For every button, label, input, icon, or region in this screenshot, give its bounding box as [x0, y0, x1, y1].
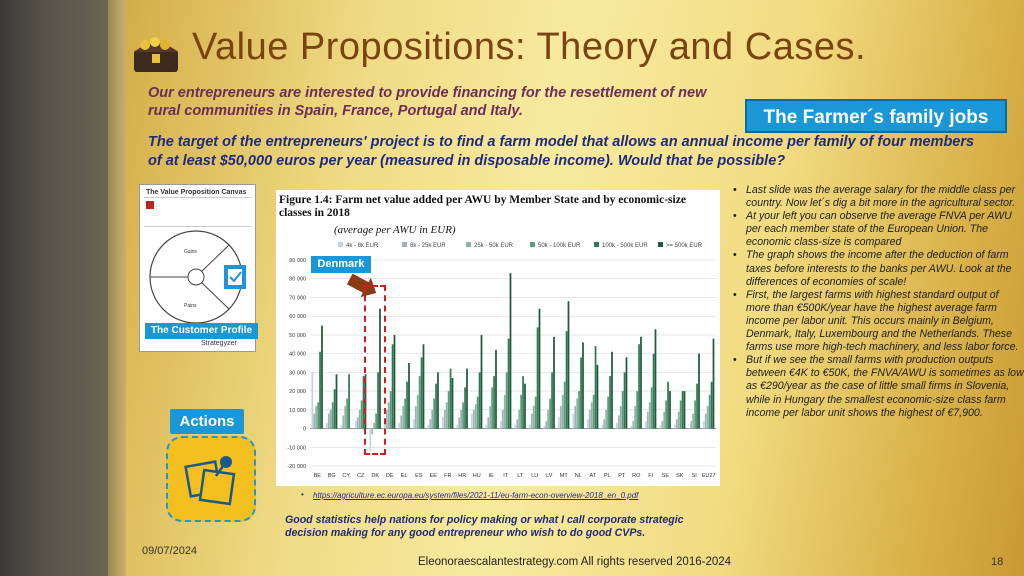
bar	[705, 414, 707, 429]
bar	[340, 425, 342, 429]
customer-profile-circle-icon	[144, 227, 254, 327]
bar	[495, 350, 497, 429]
legend-label: >= 500k EUR	[666, 243, 703, 249]
svg-text:Pains: Pains	[184, 303, 197, 309]
bar	[568, 301, 570, 428]
bar	[574, 406, 576, 428]
bar	[346, 399, 348, 429]
target-text: The target of the entrepreneurs' project is to find a farm model that allows an annual income per family of four members of at least $50,000 euros per year (measured in disposable income). Would that be possible?	[148, 134, 975, 169]
bar	[674, 425, 676, 429]
bullet-item: • Last slide was the average salary for the middle class per country. Now let´s dig a bit more in the agricultural sector.	[746, 184, 1024, 210]
bar	[450, 369, 452, 429]
legend-swatch	[594, 242, 599, 247]
bar	[595, 346, 597, 428]
bar	[537, 327, 539, 428]
bar	[647, 412, 649, 429]
bar	[429, 419, 431, 428]
svg-text:Gains: Gains	[184, 249, 198, 255]
bar	[618, 415, 620, 428]
left-band	[108, 0, 126, 576]
bar	[582, 342, 584, 428]
legend-swatch	[338, 242, 343, 247]
bar	[518, 410, 520, 429]
bar	[634, 406, 636, 428]
legend-swatch	[530, 242, 535, 247]
x-tick-label: RO	[632, 473, 641, 479]
x-tick-label: LT	[517, 473, 524, 479]
legend-label: 25k - 50k EUR	[474, 243, 514, 249]
y-tick-label: 0	[302, 426, 306, 433]
page-number: 18	[991, 556, 1004, 568]
x-tick-label: PL	[603, 473, 611, 479]
bar	[398, 423, 400, 429]
bar	[446, 402, 448, 428]
bar	[359, 410, 361, 429]
bar	[620, 406, 622, 428]
bar	[348, 374, 350, 428]
slide-date: 09/07/2024	[142, 545, 198, 557]
bar	[510, 273, 512, 428]
bar	[481, 335, 483, 429]
bullet-item: • At your left you can observe the average FNVA per AWU per each member state of the European Union. The economic class-size is compared	[746, 210, 1024, 249]
bar	[452, 378, 454, 429]
bar	[311, 372, 313, 428]
denmark-highlight-box	[364, 285, 386, 455]
bar	[413, 419, 415, 428]
bar	[336, 374, 338, 428]
bar	[680, 400, 682, 428]
bullet-item: • The graph shows the income after the deduction of farm taxes before interests to the banks per AWU. Look at the differences of economies of scale!	[746, 249, 1024, 288]
sticky-notes-pin-icon	[168, 438, 254, 520]
bar	[493, 376, 495, 428]
bar	[419, 376, 421, 428]
x-tick-label: CY	[342, 473, 351, 479]
bar	[543, 426, 545, 429]
bar	[636, 391, 638, 428]
bar	[502, 410, 504, 429]
x-tick-label: HR	[458, 473, 467, 479]
bar	[332, 402, 334, 428]
x-tick-label: EL	[400, 473, 408, 479]
customer-profile-label: The Customer Profile	[145, 323, 258, 339]
bar	[707, 406, 709, 428]
bar	[504, 395, 506, 429]
bar	[466, 369, 468, 429]
canvas-step-marker	[146, 201, 154, 209]
bar	[616, 423, 618, 429]
x-tick-label: SE	[661, 473, 669, 479]
bar	[487, 417, 489, 428]
y-tick-label: -10 000	[287, 445, 306, 452]
bar	[593, 395, 595, 429]
bar	[711, 382, 713, 429]
bar	[703, 421, 705, 428]
bar	[655, 329, 657, 428]
bullet-list	[731, 184, 1024, 420]
bar	[709, 395, 711, 429]
bar	[645, 421, 647, 428]
y-tick-label: 80 000	[289, 276, 306, 283]
intro-text: Our entrepreneurs are interested to provide financing for the resettlement of new rural communities in Spain, France, Portugal and Italy.	[148, 85, 707, 119]
bar	[402, 406, 404, 428]
bar	[591, 402, 593, 428]
bar	[315, 406, 317, 428]
bar	[580, 357, 582, 428]
bar	[676, 419, 678, 428]
chart-title: Figure 1.4: Farm net value added per AWU by Member State and by economic-size classes in 2018	[279, 194, 686, 219]
y-tick-label: 30 000	[289, 370, 306, 377]
bar	[357, 417, 359, 428]
bar	[558, 417, 560, 428]
bar	[607, 397, 609, 429]
legend-label: 8k - 25k EUR	[410, 243, 446, 249]
bar	[506, 372, 508, 428]
bar	[433, 399, 435, 429]
bar	[520, 395, 522, 429]
bar	[522, 376, 524, 428]
bar	[609, 376, 611, 428]
x-tick-label: CZ	[357, 473, 365, 479]
bar	[421, 357, 423, 428]
x-tick-label: IT	[503, 473, 509, 479]
bar	[547, 410, 549, 429]
bar	[500, 421, 502, 428]
legend-label: 4k - 8k EUR	[346, 243, 379, 249]
bar	[388, 402, 390, 428]
bar	[587, 419, 589, 428]
bar	[640, 337, 642, 429]
bar	[355, 421, 357, 428]
y-tick-label: 90 000	[289, 258, 306, 264]
bar	[471, 414, 473, 429]
bar	[551, 372, 553, 428]
canvas-title: The Value Proposition Canvas	[146, 189, 247, 196]
bar	[514, 425, 516, 429]
bar	[659, 426, 661, 429]
bar	[669, 391, 671, 428]
bar	[415, 406, 417, 428]
bar	[408, 363, 410, 429]
legend-swatch	[466, 242, 471, 247]
bar	[456, 425, 458, 429]
bar	[622, 391, 624, 428]
bar	[524, 384, 526, 429]
y-tick-label: 40 000	[289, 351, 306, 358]
bullet-item: • First, the largest farms with highest standard output of more than €500K/year have the highest average farm income per labor unit. This occurs mainly in Belgium, Denmark, Italy, Luxembourg and the Netherlands. These farms use more high-tech machinery, and less labor force.	[746, 289, 1024, 354]
chart-subtitle: (average per AWU in EUR)	[334, 224, 456, 236]
bar	[663, 412, 665, 429]
bar	[392, 344, 394, 428]
bar	[342, 415, 344, 428]
x-tick-label: LV	[546, 473, 553, 479]
x-tick-label: FI	[648, 473, 654, 479]
bar	[344, 406, 346, 428]
bar	[462, 402, 464, 428]
bar	[653, 354, 655, 429]
bar	[404, 399, 406, 429]
bar	[601, 425, 603, 429]
bar	[611, 352, 613, 429]
bar	[682, 391, 684, 428]
bar	[394, 335, 396, 429]
bar	[400, 415, 402, 428]
legend-label: 50k - 100k EUR	[538, 243, 581, 249]
bar	[508, 339, 510, 429]
x-tick-label: DE	[385, 473, 394, 479]
page-title: Value Propositions: Theory and Cases.	[192, 26, 867, 68]
bar	[553, 337, 555, 429]
bar	[688, 428, 690, 429]
bar	[531, 414, 533, 429]
bar	[564, 382, 566, 429]
bar	[479, 372, 481, 428]
x-tick-label: HU	[472, 473, 481, 479]
bar	[535, 397, 537, 429]
x-tick-label: EE	[429, 473, 437, 479]
x-tick-label: ES	[415, 473, 423, 479]
bar	[444, 410, 446, 429]
y-tick-label: 60 000	[289, 314, 306, 321]
bar	[431, 410, 433, 429]
bar	[491, 387, 493, 428]
bar	[477, 397, 479, 429]
bar	[326, 423, 328, 429]
bar	[539, 309, 541, 429]
bar	[692, 414, 694, 429]
x-tick-label: BG	[327, 473, 336, 479]
y-tick-label: 50 000	[289, 332, 306, 339]
bar	[529, 425, 531, 429]
y-tick-label: 70 000	[289, 295, 306, 302]
bar	[435, 384, 437, 429]
bar	[464, 387, 466, 428]
x-tick-label: LU	[531, 473, 539, 479]
bar	[549, 399, 551, 429]
bar	[597, 365, 599, 429]
x-tick-label: MT	[559, 473, 568, 479]
bar	[406, 382, 408, 429]
bullet-item: • But if we see the small farms with production outputs between €4K to €50K, the FNVA/AWU is sometimes as low as €290/year as the case of little small firms in Slovenia, while in Hungary the smallest economic-size class farm income per labor unit shows the highest of €7,900.	[746, 354, 1024, 419]
bar	[576, 399, 578, 429]
bar	[427, 425, 429, 429]
bar	[545, 421, 547, 428]
bar	[605, 410, 607, 429]
bar	[417, 395, 419, 429]
bar	[313, 414, 315, 429]
bar	[533, 406, 535, 428]
bar	[684, 391, 686, 428]
bar	[458, 417, 460, 428]
bar	[334, 389, 336, 428]
x-tick-label: FR	[444, 473, 452, 479]
bar	[649, 402, 651, 428]
bar	[626, 357, 628, 428]
bar	[330, 410, 332, 429]
canvas-header-bar	[144, 197, 251, 227]
source-link[interactable]: https://agriculture.ec.europa.eu/system/files/2021-11/eu-farm-econ-overview-2018_en_0.pdf	[313, 491, 639, 500]
bar	[661, 421, 663, 428]
farmer-jobs-badge: The Farmer´s family jobs	[745, 99, 1007, 133]
x-tick-label: PT	[618, 473, 626, 479]
bar	[690, 421, 692, 428]
bar	[603, 419, 605, 428]
bar	[448, 391, 450, 428]
bar	[572, 414, 574, 429]
bar	[328, 414, 330, 429]
source-bullet: •	[301, 490, 304, 499]
bar	[694, 400, 696, 428]
bar	[317, 402, 319, 428]
bar	[560, 406, 562, 428]
treasure-chest-icon	[132, 36, 180, 74]
legend-label: 100k - 500k EUR	[602, 243, 648, 249]
bar	[698, 354, 700, 429]
bar	[475, 404, 477, 428]
bar	[713, 339, 715, 429]
actions-tile[interactable]	[166, 436, 256, 522]
left-dark-strip	[0, 0, 108, 576]
y-tick-label: -20 000	[287, 464, 306, 470]
x-tick-label: EU27	[701, 473, 716, 479]
bar	[632, 421, 634, 428]
bar	[589, 410, 591, 429]
bar	[390, 391, 392, 428]
x-tick-label: BE	[313, 473, 321, 479]
bar	[630, 426, 632, 429]
x-tick-label: NL	[574, 473, 582, 479]
bar	[651, 387, 653, 428]
actions-label: Actions	[170, 409, 244, 434]
x-tick-label: SI	[691, 473, 697, 479]
bar	[562, 395, 564, 429]
bar	[678, 412, 680, 429]
bar	[319, 352, 321, 429]
bar	[665, 400, 667, 428]
x-tick-label: SK	[676, 473, 684, 479]
bar	[566, 331, 568, 428]
strategyzer-logo: Strategyzer	[201, 340, 237, 347]
bar	[516, 419, 518, 428]
y-tick-label: 20 000	[289, 389, 306, 396]
good-statistics-note: Good statistics help nations for policy making or what I call corporate strategic decision making for any good entrepreneur who wish to do good CVPs.	[285, 514, 684, 539]
denmark-label: Denmark	[311, 256, 371, 273]
bar	[638, 344, 640, 428]
bar	[460, 410, 462, 429]
legend-swatch	[402, 242, 407, 247]
x-tick-label: AT	[589, 473, 597, 479]
bar	[423, 344, 425, 428]
bar	[489, 406, 491, 428]
bar	[473, 410, 475, 429]
bar	[321, 326, 323, 429]
bar	[624, 372, 626, 428]
x-tick-label: IE	[488, 473, 494, 479]
bar	[485, 425, 487, 429]
bar	[437, 372, 439, 428]
bar	[578, 391, 580, 428]
footer-copyright: Eleonoraescalantestrategy.com All rights reserved 2016-2024	[418, 556, 732, 568]
bar	[442, 417, 444, 428]
bar	[696, 384, 698, 429]
x-tick-label: DK	[371, 473, 380, 479]
legend-swatch	[658, 242, 663, 247]
bar	[361, 400, 363, 428]
y-tick-label: 10 000	[289, 407, 306, 414]
bar	[667, 382, 669, 429]
bar	[386, 410, 388, 429]
